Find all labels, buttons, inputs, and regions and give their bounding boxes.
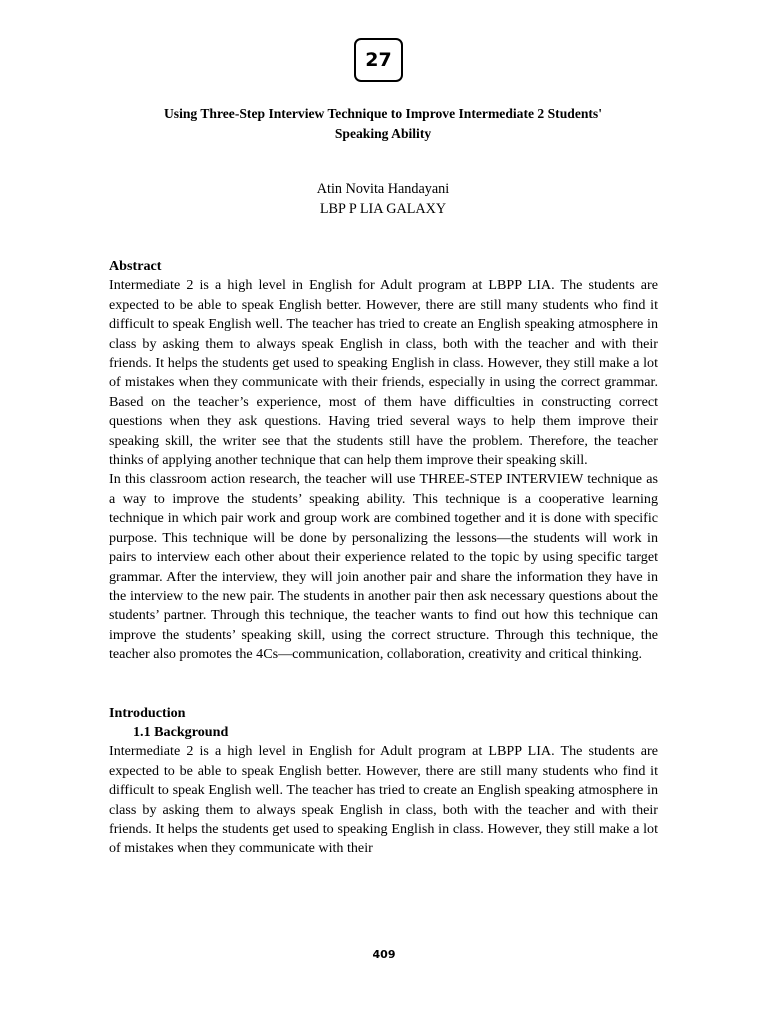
abstract-paragraph-2: In this classroom action research, the teacher will use THREE-STEP INTERVIEW technique as a way to improve the students’ speaking ability. This technique is a cooperative learning technique in which pair work and group work are combined together and it is done with specific purpose. This technique will be done by personalizing the lessons—the students will work in pairs to interview each other about their experience related to the topic by using specific target grammar. After the interview, they will join another pair and share the information they have in the interview to the new pair. The students in another pair then ask necessary questions about the students’ partner. Through this technique, the teacher wants to find out how this technique can improve the students’ speaking skill, using the correct structure. Through this technique, the teacher also promotes the 4Cs—communication, collaboration, creativity and critical thinking.: [109, 471, 658, 663]
paper-body: [109, 257, 658, 859]
introduction-heading: Introduction: [109, 704, 186, 721]
section-spacer: [109, 665, 658, 704]
author-block: [100, 179, 666, 219]
page-number: 409: [372, 948, 396, 961]
paper-title-line-2: Speaking Ability: [334, 126, 432, 141]
paper-title-line-1: Using Three-Step Interview Technique to Improve Intermediate 2 Students': [163, 106, 603, 121]
paper-title: [100, 104, 666, 144]
introduction-paragraph: Intermediate 2 is a high level in English for Adult program at LBPP LIA. The students are expected to be able to speak English better. However, there are still many students who find it difficult to speak English well. The teacher has tried to create an English speaking atmosphere in class by asking them to always speak English in class, both with the teacher and with their friends. It helps the students get used to speaking English in class. However, they still make a lot of mistakes when they communicate with their: [109, 743, 658, 857]
background-subheading: 1.1 Background: [133, 723, 229, 740]
author-name: Atin Novita Handayani: [316, 181, 450, 197]
abstract-paragraph-1: Intermediate 2 is a high level in English for Adult program at LBPP LIA. The students are expected to be able to speak English better. However, there are still many students who find it difficult to speak English well. The teacher has tried to create an English speaking atmosphere in class by asking them to always speak English in class, both with the teacher and with their friends. It helps the students get used to speaking English in class. However, they still make a lot of mistakes when they communicate with their friends, especially in using the correct grammar. Based on the teacher’s experience, most of them have difficulties in constructing correct questions when they ask questions. Having tried several ways to help them improve their speaking skill, the writer see that the students still have the problem. Therefore, the teacher thinks of applying another technique that can help them improve their speaking skill.: [109, 277, 658, 469]
chapter-number-badge: [354, 38, 403, 82]
chapter-number: 27: [365, 49, 392, 71]
author-affiliation: LBP P LIA GALAXY: [319, 201, 447, 217]
abstract-heading: Abstract: [109, 258, 162, 274]
